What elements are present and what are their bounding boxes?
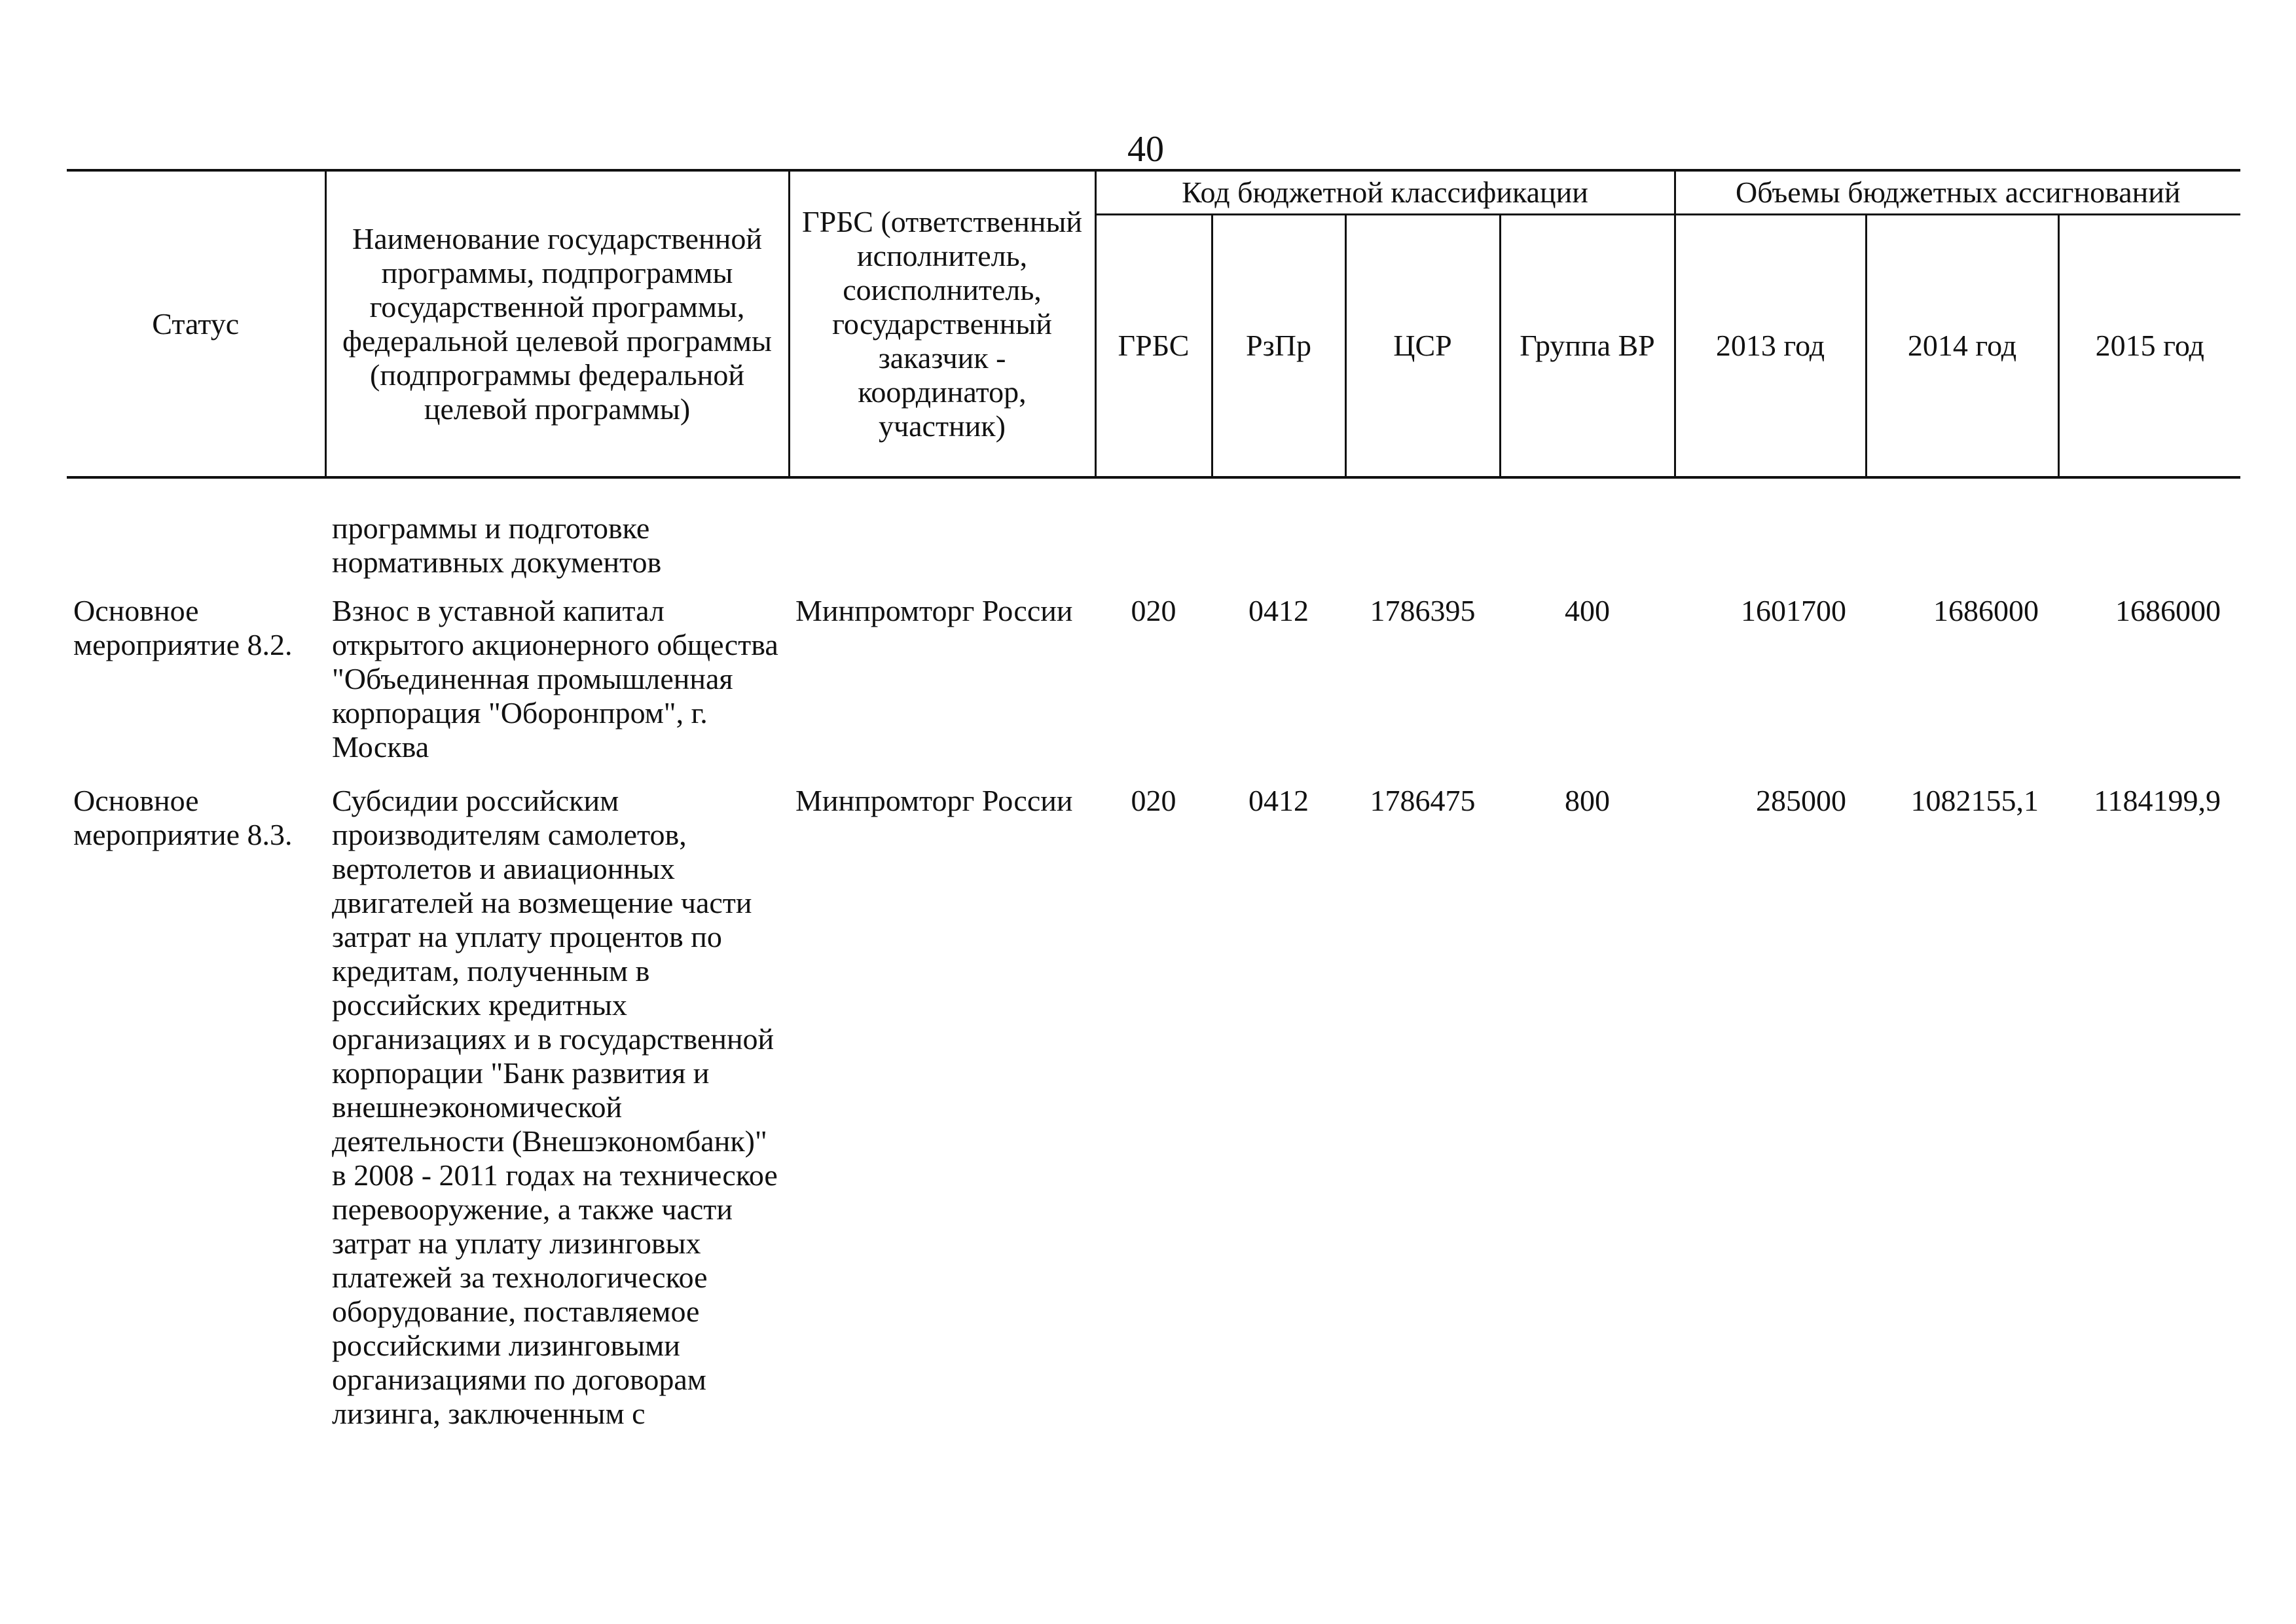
cell-grbs-role: Минпромторг России [795, 594, 1073, 627]
table-header [67, 170, 2240, 477]
header-budget-code-group: Код бюджетной классификации [1095, 170, 1675, 215]
cell-empty [789, 477, 2240, 594]
cell-empty [67, 477, 325, 594]
header-year-2013: 2013 год [1675, 215, 1866, 478]
cell-2014: 1686000 [1933, 594, 2039, 627]
header-group-vr: Группа ВР [1500, 215, 1675, 478]
header-budget-volume-group: Объемы бюджетных ассигнований [1675, 170, 2240, 215]
cell-rzpr: 0412 [1248, 594, 1309, 627]
header-name: Наименование государственной программы, подпрограммы государственной программы, федеральной целевой программы (подпрограммы федеральной целевой программы) [325, 170, 789, 477]
cell-2015: 1184199,9 [2094, 784, 2221, 817]
header-grbs-role: ГРБС (ответственный исполнитель, соисполнитель, государственный заказчик - координатор, участник) [789, 170, 1095, 477]
cell-status: Основное мероприятие 8.2. [73, 594, 293, 661]
cell-2013: 285000 [1756, 784, 1847, 817]
cell-csr: 1786395 [1370, 594, 1476, 627]
cell-group-vr: 400 [1565, 594, 1610, 627]
cell-name: программы и подготовке нормативных документов [332, 511, 662, 579]
cell-group-vr: 800 [1565, 784, 1610, 817]
table-row [67, 784, 2240, 1450]
cell-csr: 1786475 [1370, 784, 1476, 817]
header-year-2015: 2015 год [2058, 215, 2240, 478]
cell-name: Субсидии российским производителям самолетов, вертолетов и авиационных двигателей на возмещение части затрат на уплату процентов по кредитам, полученным в российских кредитных организациях и в государственной корпорации "Банк развития и внешнеэкономической деятельности (Внешэкономбанк)" в 2008 - 2011 годах на техническое перевооружение, а также части затрат на уплату лизинговых платежей за технологическое оборудование, поставляемое российскими лизинговыми организациями по договорам лизинга, заключенным с [332, 784, 778, 1430]
table-body [67, 477, 2240, 1450]
header-grbs: ГРБС [1095, 215, 1212, 478]
cell-name: Взнос в уставной капитал открытого акционерного общества "Объединенная промышленная корпорация "Оборонпром", г. Москва [332, 594, 778, 764]
continuation-row [67, 477, 2240, 594]
header-status: Статус [67, 170, 325, 477]
header-year-2014: 2014 год [1866, 215, 2058, 478]
cell-rzpr: 0412 [1248, 784, 1309, 817]
page-number: 40 [1127, 129, 1164, 170]
budget-table [67, 169, 2240, 1450]
cell-status: Основное мероприятие 8.3. [73, 784, 293, 851]
header-csr: ЦСР [1345, 215, 1500, 478]
cell-grbs-role: Минпромторг России [795, 784, 1073, 817]
table-row [67, 594, 2240, 784]
cell-grbs: 020 [1131, 784, 1176, 817]
cell-2015: 1686000 [2115, 594, 2221, 627]
header-rzpr: РзПр [1212, 215, 1345, 478]
cell-grbs: 020 [1131, 594, 1176, 627]
cell-2013: 1601700 [1741, 594, 1847, 627]
cell-2014: 1082155,1 [1910, 784, 2039, 817]
